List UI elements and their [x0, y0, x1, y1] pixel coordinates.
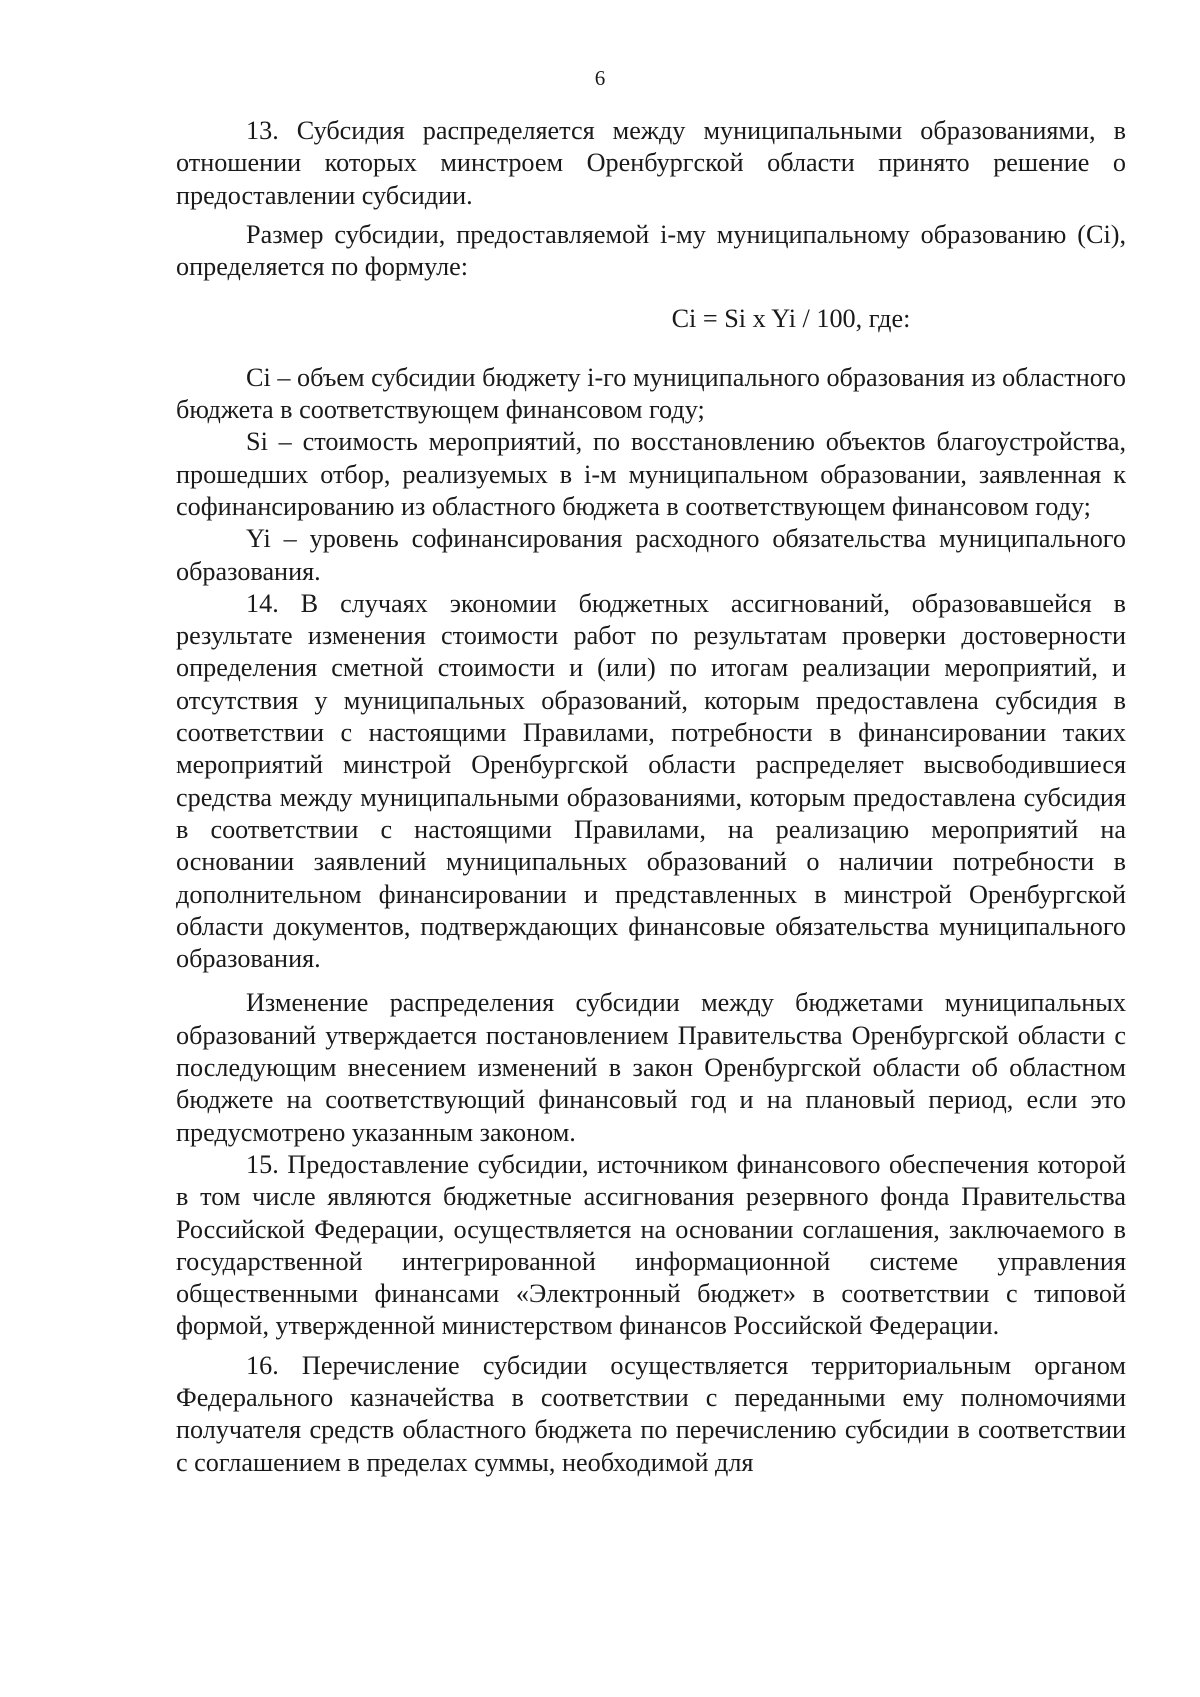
definition-si: Si – стоимость мероприятий, по восстановлению объектов благоустройства, прошедших отбор, реализуемых в i-м муниципальном образовании, заявленная к софинансированию из областного бюджета в соответствующем финансовом году; [176, 427, 1126, 521]
paragraph-14-1: 14. В случаях экономии бюджетных ассигнований, образовавшейся в результате изменения стоимости работ по результатам проверки достоверности определения сметной стоимости и (или) по итогам реализации мероприятий, и отсутствия у муниципальных образований, которым предоставлена субсидия в соответствии с настоящими Правилами, потребности в финансировании таких мероприятий минстрой Оренбургской области распределяет высвободившиеся средства между муниципальными образованиями, которым предоставлена субсидия в соответствии с настоящими Правилами, на реализацию мероприятий на основании заявлений муниципальных образований о наличии потребности в дополнительном финансировании и представленных в минстрой Оренбургской области документов, подтверждающих финансовые обязательства муниципального образования. [176, 588, 1126, 974]
definition-ci: Ci – объем субсидии бюджету i-го муниципального образования из областного бюджета в соответствующем финансовом году; [176, 362, 1126, 425]
paragraph-14-2: Изменение распределения субсидии между бюджетами муниципальных образований утверждается постановлением Правительства Оренбургской области с последующим внесением изменений в закон Оренбургской области об областном бюджете на соответствующий финансовый год и на плановый период, если это предусмотрено указанным законом. [176, 988, 1126, 1147]
formula: Ci = Si x Yi / 100, где: [671, 304, 911, 334]
document-body [176, 115, 1126, 1479]
paragraph-13-2: Размер субсидии, предоставляемой i-му муниципальному образованию (Ci), определяется по формуле: [176, 219, 1126, 282]
definition-yi: Yi – уровень софинансирования расходного обязательства муниципального образования. [176, 524, 1126, 586]
paragraph-16-1: 16. Перечисление субсидии осуществляется территориальным органом Федерального казначейства в соответствии с переданными ему полномочиями получателя средств областного бюджета по перечислению субсидии в соответствии с соглашением в пределах суммы, необходимой для [176, 1350, 1126, 1477]
page-number: 6 [594, 66, 606, 90]
paragraph-13-1: 13. Субсидия распределяется между муниципальными образованиями, в отношении которых минстроем Оренбургской области принято решение о предоставлении субсидии. [176, 116, 1126, 210]
paragraph-15-1: 15. Предоставление субсидии, источником финансового обеспечения которой в том числе являются бюджетные ассигнования резервного фонда Правительства Российской Федерации, осуществляется на основании соглашения, заключаемого в государственной интегрированной информационной системе управления общественными финансами «Электронный бюджет» в соответствии с типовой формой, утвержденной министерством финансов Российской Федерации. [176, 1149, 1126, 1341]
